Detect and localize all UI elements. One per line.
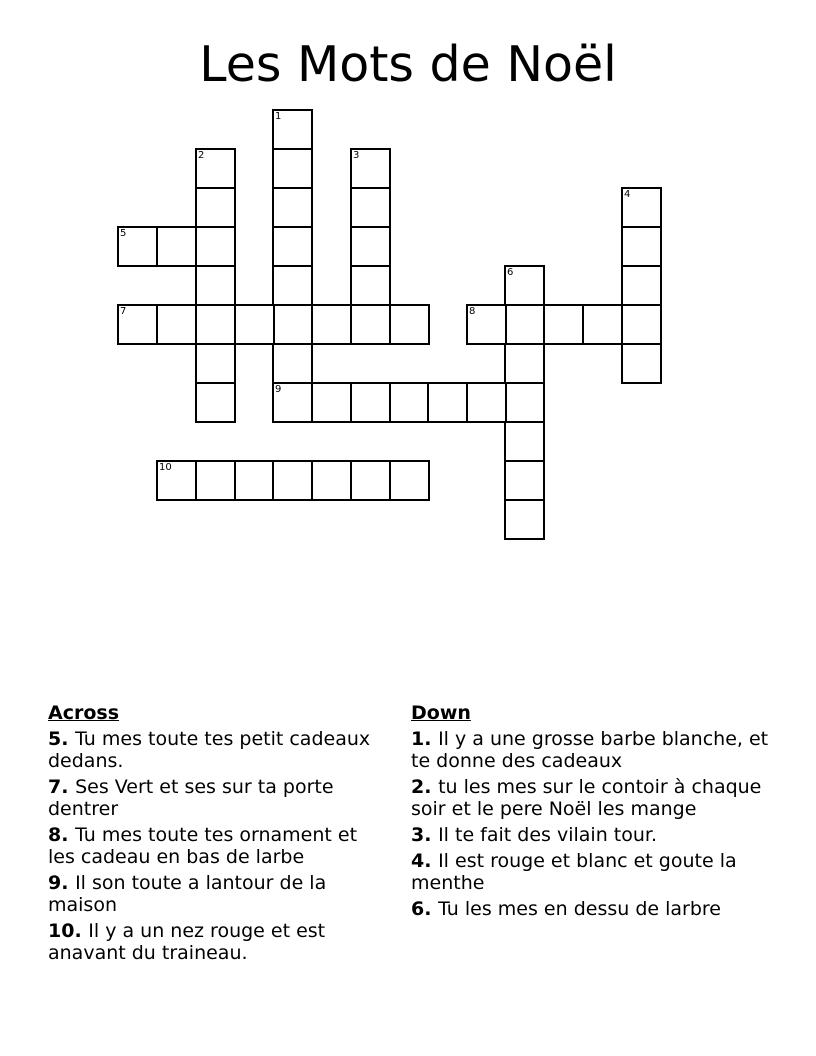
clue-number: 8: [469, 306, 476, 317]
grid-cell[interactable]: [389, 304, 430, 345]
grid-cell[interactable]: [195, 304, 236, 345]
clue-number: 7: [120, 306, 127, 317]
across-clue: [48, 728, 388, 772]
across-clue: [48, 920, 388, 964]
clue-text: Il y a un nez rouge et est anavant du traineau.: [48, 920, 326, 964]
clue-number: 3: [353, 150, 360, 161]
down-clue: [411, 824, 776, 846]
across-heading: Across: [48, 702, 120, 724]
down-heading: Down: [411, 702, 471, 724]
clue-number: 8.: [48, 824, 69, 846]
clue-text: Il y a une grosse barbe blanche, et te donne des cadeaux: [411, 728, 769, 772]
grid-cell[interactable]: [350, 226, 391, 267]
clue-number: 4: [624, 189, 631, 200]
grid-cell[interactable]: [272, 187, 313, 228]
grid-cell[interactable]: [272, 265, 313, 306]
clue-text: Tu mes toute tes petit cadeaux dedans.: [48, 728, 371, 772]
clue-text: Tu mes toute tes ornament et les cadeau en bas de larbe: [48, 824, 358, 868]
grid-cell[interactable]: [504, 460, 545, 501]
grid-cell[interactable]: [272, 109, 313, 150]
grid-cell[interactable]: [504, 421, 545, 462]
clue-number: 6.: [411, 898, 432, 920]
grid-cell[interactable]: [350, 460, 391, 501]
clue-text: Tu les mes en dessu de larbre: [438, 898, 721, 920]
grid-cell[interactable]: [466, 304, 507, 345]
grid-cell[interactable]: [156, 460, 197, 501]
grid-cell[interactable]: [621, 265, 662, 306]
clue-number: 4.: [411, 850, 432, 872]
grid-cell[interactable]: [504, 343, 545, 384]
clue-number: 1: [275, 111, 282, 122]
grid-cell[interactable]: [389, 460, 430, 501]
grid-cell[interactable]: [350, 187, 391, 228]
clue-number: 9: [275, 384, 282, 395]
grid-cell[interactable]: [195, 265, 236, 306]
clue-text: Il son toute a lantour de la maison: [48, 872, 327, 916]
down-clue: [411, 850, 776, 894]
page-title: Les Mots de Noël: [199, 36, 617, 93]
grid-cell[interactable]: [504, 304, 545, 345]
grid-cell[interactable]: [350, 382, 391, 423]
grid-cell[interactable]: [350, 265, 391, 306]
clue-text: Il est rouge et blanc et goute la menthe: [411, 850, 737, 894]
grid-cell[interactable]: [272, 226, 313, 267]
grid-cell[interactable]: [195, 148, 236, 189]
across-clue: [48, 776, 388, 820]
across-clues: [48, 702, 388, 968]
grid-cell[interactable]: [582, 304, 623, 345]
down-clues: [411, 702, 776, 924]
across-clue: [48, 872, 388, 916]
clue-number: 10: [159, 462, 172, 473]
grid-cell[interactable]: [272, 460, 313, 501]
grid-cell[interactable]: [234, 304, 275, 345]
clue-text: tu les mes sur le contoir à chaque soir et le pere Noël les mange: [411, 776, 762, 820]
grid-cell[interactable]: [543, 304, 584, 345]
clue-number: 1.: [411, 728, 432, 750]
clue-number: 2: [198, 150, 205, 161]
grid-cell[interactable]: [117, 304, 158, 345]
grid-cell[interactable]: [350, 304, 391, 345]
grid-cell[interactable]: [389, 382, 430, 423]
clue-number: 6: [507, 267, 514, 278]
grid-cell[interactable]: [621, 304, 662, 345]
grid-cell[interactable]: [311, 382, 352, 423]
grid-cell[interactable]: [156, 226, 197, 267]
down-clue: [411, 728, 776, 772]
across-clue: [48, 824, 388, 868]
clue-number: 5: [120, 228, 127, 239]
grid-cell[interactable]: [195, 382, 236, 423]
grid-cell[interactable]: [504, 382, 545, 423]
grid-cell[interactable]: [621, 343, 662, 384]
grid-cell[interactable]: [427, 382, 468, 423]
grid-cell[interactable]: [195, 226, 236, 267]
grid-cell[interactable]: [621, 187, 662, 228]
clue-number: 5.: [48, 728, 69, 750]
grid-cell[interactable]: [195, 187, 236, 228]
down-clue: [411, 898, 776, 920]
clue-number: 2.: [411, 776, 432, 798]
clue-number: 3.: [411, 824, 432, 846]
down-clue: [411, 776, 776, 820]
grid-cell[interactable]: [195, 343, 236, 384]
grid-cell[interactable]: [117, 226, 158, 267]
clue-number: 7.: [48, 776, 69, 798]
grid-cell[interactable]: [272, 382, 313, 423]
grid-cell[interactable]: [195, 460, 236, 501]
grid-cell[interactable]: [466, 382, 507, 423]
grid-cell[interactable]: [272, 343, 313, 384]
grid-cell[interactable]: [350, 148, 391, 189]
grid-cell[interactable]: [504, 265, 545, 306]
clue-number: 9.: [48, 872, 69, 894]
grid-cell[interactable]: [504, 499, 545, 540]
grid-cell[interactable]: [311, 460, 352, 501]
clue-number: 10.: [48, 920, 82, 942]
clue-text: Il te fait des vilain tour.: [438, 824, 657, 846]
grid-cell[interactable]: [272, 304, 313, 345]
clue-text: Ses Vert et ses sur ta porte dentrer: [48, 776, 334, 820]
grid-cell[interactable]: [156, 304, 197, 345]
grid-cell[interactable]: [311, 304, 352, 345]
grid-cell[interactable]: [621, 226, 662, 267]
grid-cell[interactable]: [234, 460, 275, 501]
grid-cell[interactable]: [272, 148, 313, 189]
